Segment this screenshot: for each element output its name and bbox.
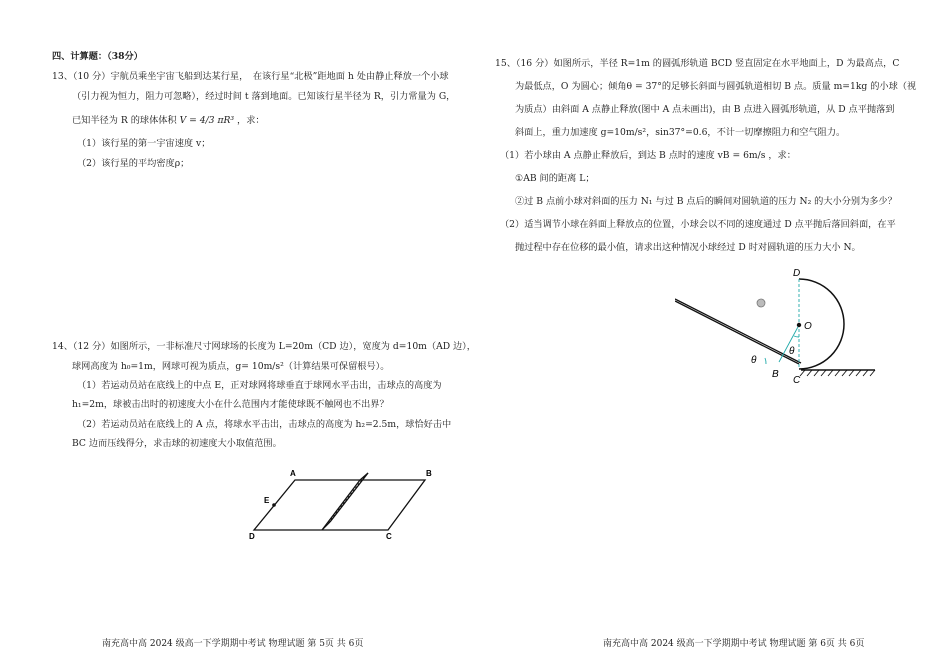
footer-page-5: 南充高中高 2024 级高一下学期期中考试 物理试题 第 5页 共 6页	[102, 639, 364, 649]
label-o: O	[804, 321, 812, 332]
q13-part1: （1）该行星的第一宇宙速度 v；	[77, 138, 211, 149]
net-dashed	[326, 477, 364, 526]
label-d: D	[793, 268, 801, 279]
label-a: A	[290, 469, 296, 478]
footer-page-6: 南充高中高 2024 级高一下学期期中考试 物理试题 第 6页 共 6页	[603, 639, 865, 649]
q15-part1-a: ①AB 间的距离 L；	[515, 173, 595, 184]
q15-line2: 为最低点，O 为圆心；倾角θ = 37°的足够长斜面与圆弧轨道相切 B 点。质量 m=1kg 的小球（视	[515, 81, 917, 92]
label-c: C	[793, 375, 801, 386]
label-c: C	[386, 532, 392, 541]
center-o	[797, 323, 801, 327]
q14-part2-line1: （2）若运动员站在底线上的 A 点，将球水平击出，击球点的高度为 h₂=2.5m，球恰好击中	[77, 419, 452, 430]
label-e: E	[264, 496, 270, 505]
q13-line2: （引力视为恒力，阻力可忽略），经过时间 t 落到地面。已知该行星半径为 R，引力常量为 G，	[72, 91, 456, 102]
ground-hatching	[800, 370, 875, 376]
q15-line4: 斜面上，重力加速度 g=10m/s²，sin37°=0.6，不计一切摩擦阻力和空气阻力。	[515, 127, 846, 138]
q13-part2: （2）该行星的平均密度ρ；	[77, 158, 190, 169]
q13-line1: 13、（10 分）宇航员乘坐宇宙飞船到达某行星， 在该行星“北极”距地面 h 处由静止释放一个小球	[52, 71, 449, 82]
court-outline	[254, 480, 425, 530]
q15-part2-line1: （2）适当调节小球在斜面上释放点的位置，小球会以不同的速度通过 D 点平抛后落回斜面，在平	[500, 219, 896, 230]
label-d: D	[249, 532, 255, 541]
q15-part1-b: ②过 B 点前小球对斜面的压力 N₁ 与过 B 点后的瞬间对圆轨道的压力 N₂ 的大小分别为多少？	[515, 196, 897, 207]
q13-line3-pre: 已知半径为 R 的球体体积	[72, 115, 177, 126]
section-title: 四、计算题：（38分）	[52, 51, 143, 62]
track-figure	[675, 262, 910, 397]
q15-part2-line2: 抛过程中存在位移的最小值，请求出这种情况小球经过 D 时对圆轨道的压力大小 N。	[515, 242, 861, 253]
angle-arc-incline	[765, 358, 766, 364]
q14-part2-line2: BC 边而压线得分，求击球的初速度大小取值范围。	[72, 438, 282, 449]
q15-line3: 为质点）由斜面 A 点静止释放(图中 A 点未画出)，由 B 点进入圆弧形轨道，从 D 点平抛落到	[515, 104, 895, 115]
tennis-court-figure	[240, 462, 455, 542]
incline	[675, 299, 801, 363]
q15-line1: 15、（16 分）如图所示，半径 R=1m 的圆弧形轨道 BCD 竖直固定在水平地面上，D 为最高点，C	[495, 58, 900, 69]
incline-surface	[675, 301, 799, 364]
ball-icon	[757, 299, 765, 307]
q13-line3	[72, 114, 265, 127]
q14-line1: 14、（12 分）如图所示，一非标准尺寸网球场的长度为 L=20m（CD 边），宽度为 d=10m（AD 边），	[52, 341, 476, 352]
angle-arc-center	[794, 336, 799, 337]
label-theta-center: θ	[789, 346, 795, 357]
q14-part1-line2: h₁=2m，球被击出时的初速度大小在什么范围内才能使球既不触网也不出界？	[72, 399, 389, 410]
label-b: B	[426, 469, 432, 478]
q13-volume-formula: V = 4/3 πR³	[179, 115, 235, 126]
label-b: B	[772, 369, 779, 380]
label-theta-incline: θ	[751, 355, 757, 366]
q14-part1-line1: （1）若运动员站在底线上的中点 E，正对球网将球垂直于球网水平击出，击球点的高度为	[77, 380, 442, 391]
net-bottom	[322, 480, 360, 530]
q14-line2: 球网高度为 h₀=1m，网球可视为质点，g= 10m/s²（计算结果可保留根号）。	[72, 361, 390, 372]
q15-part1: （1）若小球由 A 点静止释放后，到达 B 点时的速度 vB = 6m/s ，求：	[500, 150, 796, 161]
q13-line3-post: ，求：	[237, 115, 265, 126]
page-6	[475, 0, 950, 672]
point-e	[272, 503, 276, 507]
